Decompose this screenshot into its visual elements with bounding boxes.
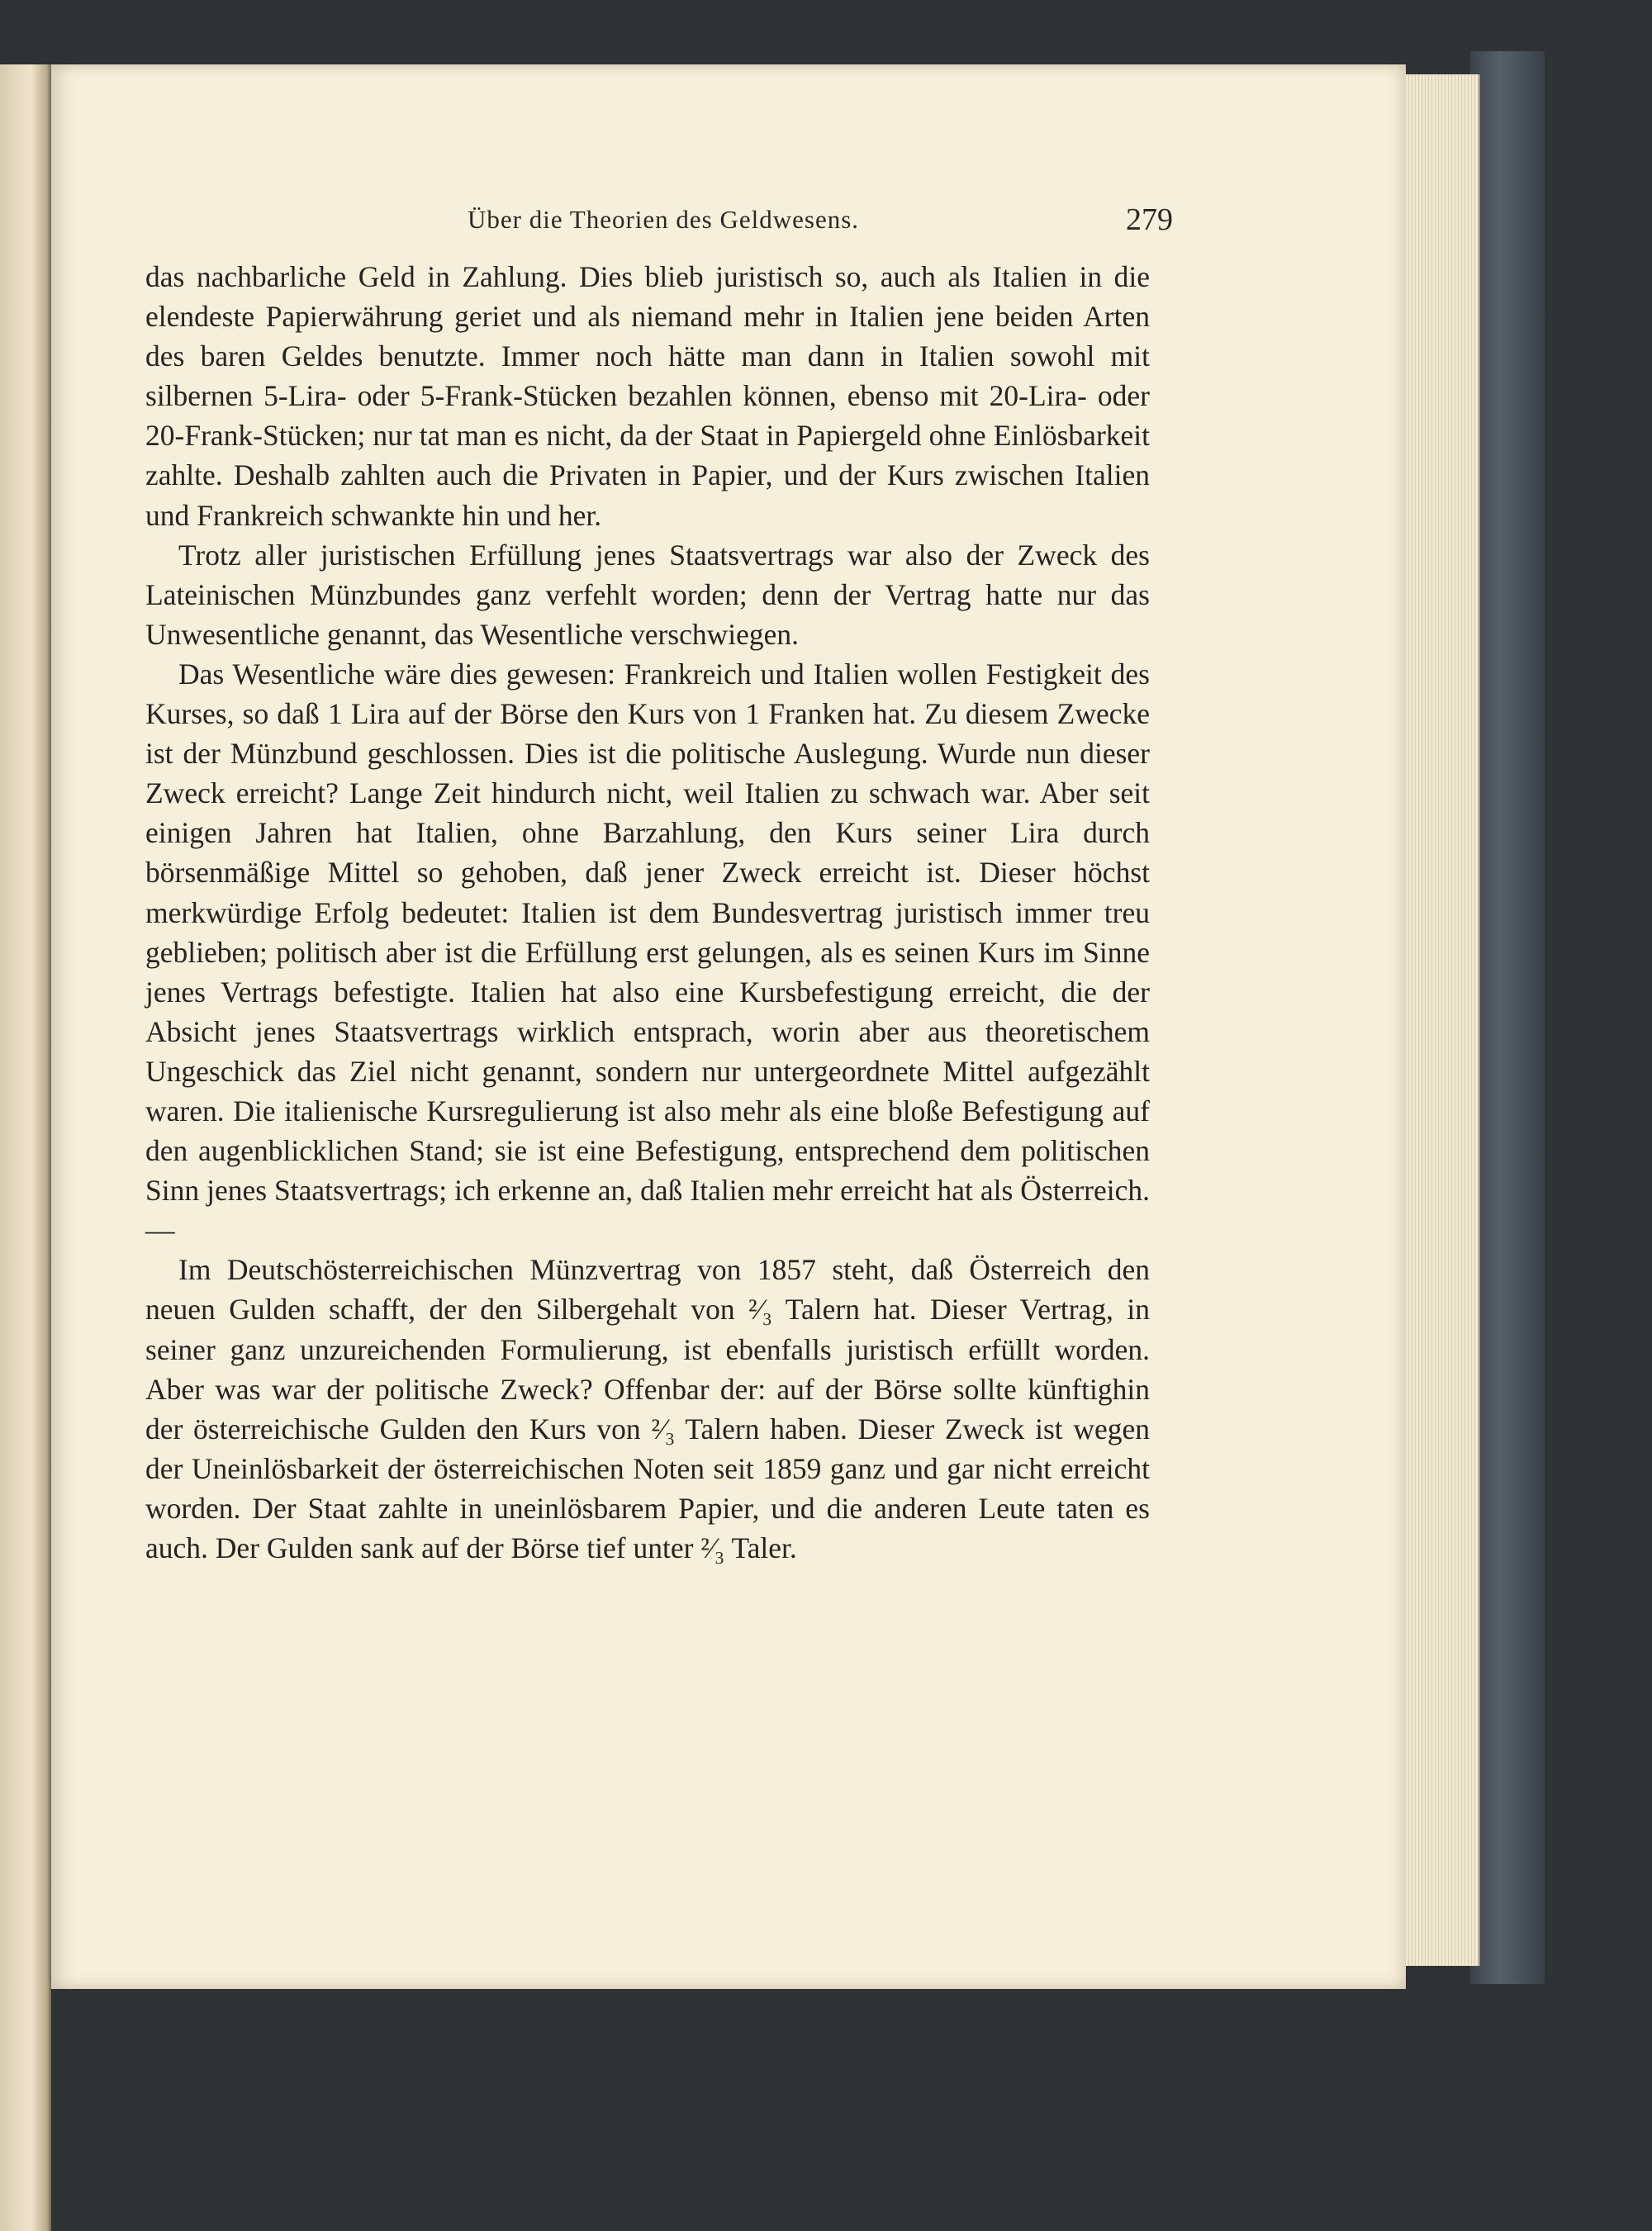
- page-block-edges: [1396, 74, 1480, 1966]
- paragraph: das nachbarliche Geld in Zahlung. Dies blieb juristisch so, auch als Italien in die elendeste Papierwährung geriet und als niemand mehr in Italien jene beiden Arten des baren Geldes benutzte. Immer noch hätte man dann in Italien sowohl mit silbernen 5-Lira- oder 5-Frank-Stücken bezahlen können, ebenso mit 20-Lira- oder 20-Frank-Stücken; nur tat man es nicht, da der Staat in Papiergeld ohne Einlösbarkeit zahlte. Deshalb zahlten auch die Privaten in Papier, und der Kurs zwischen Italien und Frankreich schwankte hin und her.: [145, 260, 1150, 532]
- body-text: [145, 257, 1150, 1568]
- page-number: 279: [1126, 202, 1173, 237]
- running-title: Über die Theorien des Geldwesens.: [468, 205, 860, 234]
- paragraph: Im Deutschösterreichischen Münzvertrag von 1857 steht, daß Österreich den neuen Gulden schafft, der den Silbergehalt von ²⁄₃ Talern hat. Dieser Vertrag, in seiner ganz unzureichenden Formulierung, ist ebenfalls juristisch erfüllt worden. Aber was war der politische Zweck? Offenbar der: auf der Börse sollte künftighin der österreichische Gulden den Kurs von ²⁄₃ Talern haben. Dieser Zweck ist wegen der Uneinlösbarkeit der österreichischen Noten seit 1859 ganz und gar nicht erreicht worden. Der Staat zahlte in uneinlösbarem Papier, und die anderen Leute taten es auch. Der Gulden sank auf der Börse tief unter ²⁄₃ Taler.: [145, 1253, 1150, 1564]
- previous-page-edge: [0, 64, 51, 2231]
- book-cover-edge: [1470, 51, 1545, 1984]
- paragraph: Trotz aller juristischen Erfüllung jenes Staatsvertrags war also der Zweck des Lateinischen Münzbundes ganz verfehlt worden; denn der Vertrag hatte nur das Unwesentliche genannt, das Wesentliche verschwiegen.: [145, 538, 1150, 651]
- paragraph: Das Wesentliche wäre dies gewesen: Frankreich und Italien wollen Festigkeit des Kurses, so daß 1 Lira auf der Börse den Kurs von 1 Franken hat. Zu diesem Zwecke ist der Münzbund geschlossen. Dies ist die politische Auslegung. Wurde nun dieser Zweck erreicht? Lange Zeit hindurch nicht, weil Italien zu schwach war. Aber seit einigen Jahren hat Italien, ohne Barzahlung, den Kurs seiner Lira durch börsenmäßige Mittel so gehoben, daß jener Zweck erreicht ist. Dieser höchst merkwürdige Erfolg bedeutet: Italien ist dem Bundesvertrag juristisch immer treu geblieben; politisch aber ist die Erfüllung erst gelungen, als es seinen Kurs im Sinne jenes Vertrags befestigte. Italien hat also eine Kursbefestigung erreicht, die der Absicht jenes Staatsvertrags wirklich entsprach, worin aber aus theoretischem Ungeschick das Ziel nicht genannt, sondern nur untergeordnete Mittel aufgezählt waren. Die italienische Kursregulierung ist also mehr als eine bloße Befestigung auf den augenblicklichen Stand; sie ist eine Befestigung, entsprechend dem politischen Sinn jenes Staatsvertrags; ich erkenne an, daß Italien mehr erreicht hat als Österreich. —: [145, 657, 1150, 1247]
- page-header: [99, 131, 1173, 237]
